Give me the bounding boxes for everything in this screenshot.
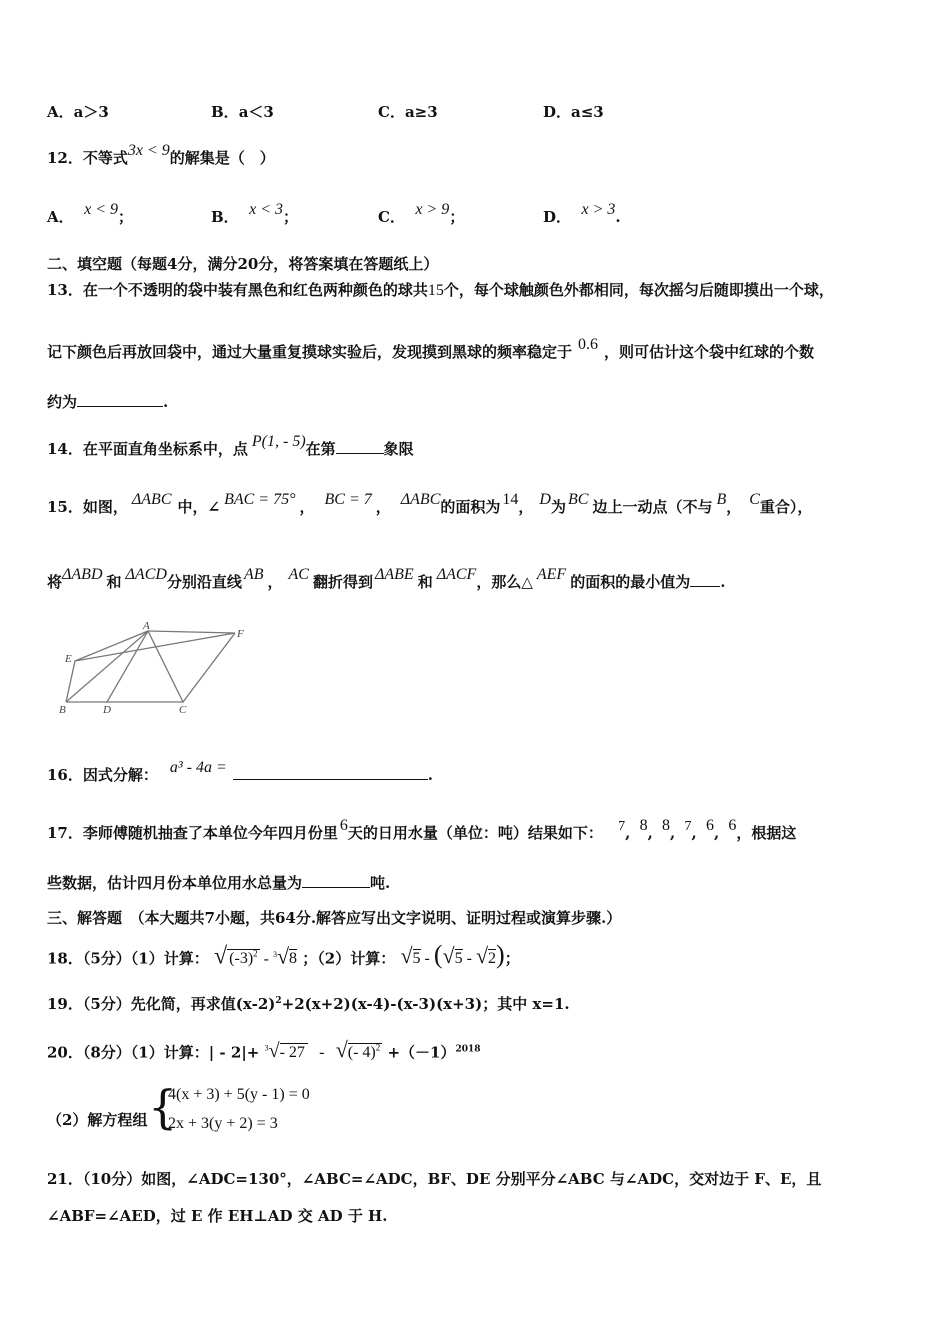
q20-sqrt: √(- 4)$^2$ — [335, 1037, 381, 1063]
q17-answer-blank[interactable] — [302, 873, 370, 888]
q20-equation-2: 2x + 3(y + 2) = 3 — [168, 1115, 278, 1132]
sqrt-symbol: √ — [213, 943, 228, 970]
q12-option-a: A． x < 9； — [47, 201, 134, 226]
q17-line1: 17．李师傅随机抽查了本单位今年四月份里 6天的日用水量（单位：吨）结果如下： 7, 8, 8, 7, 6, 6，根据这 — [47, 817, 797, 842]
q14-point: P(1, - 5) — [251, 433, 306, 450]
system-brace: { — [148, 1080, 178, 1134]
q17-value: 6 — [728, 817, 737, 834]
q18-text: 18．（5分）（1）计算： √ $(-3)^2 - ^3√8$ ；（2）计算： √5 - (√5 - √2)； — [47, 940, 520, 970]
q18-expression-1: √ $(-3)^2 - ^3√8$ — [213, 943, 298, 970]
q17-value: 6 — [705, 817, 714, 834]
q14-text: 14．在平面直角坐标系中，点 P(1, - 5)在第 象限 — [47, 433, 414, 458]
q16-text: 16．因式分解： a³ - 4a = . — [47, 759, 434, 784]
q12-inequality: 3x < 9 — [127, 142, 170, 159]
q12-option-c: C． x > 9； — [378, 201, 465, 226]
q15-line2: 将ΔABD 和 ΔACD分别沿直线 AB ， AC 翻折得到 ΔABE 和 ΔACF，那么△ AEF 的面积的最小值为 . — [47, 566, 726, 591]
q17-value: 8 — [662, 817, 671, 834]
section2-title: 二、填空题（每题4分，满分20分，将答案填在答题纸上） — [47, 255, 439, 273]
label-f: F — [237, 628, 244, 640]
q13-answer-blank[interactable] — [77, 392, 163, 407]
q17-value: 7 — [684, 819, 692, 834]
q11-option-b: B．a＜3 — [211, 103, 274, 121]
q20-equation-1: 4(x + 3) + 5(y - 1) = 0 — [168, 1086, 310, 1103]
q15-figure-lines — [66, 631, 235, 702]
q11-option-a: A．a＞3 — [47, 103, 109, 121]
q17-value: 7 — [618, 819, 626, 834]
q17-line2: 些数据，估计四月份本单位用水总量为 吨. — [47, 874, 391, 892]
q11-option-c: C．a≥3 — [378, 103, 438, 121]
q12-option-b: B． x < 3； — [211, 201, 299, 226]
label-a: A — [143, 620, 150, 632]
label-c: C — [179, 704, 187, 716]
q20-cbrt: $^3$√- 27 — [265, 1044, 308, 1061]
segment-ef — [75, 633, 235, 661]
q15-answer-blank[interactable] — [690, 572, 720, 587]
q13-line2: 记下颜色后再放回袋中，通过大量重复摸球实验后，发现摸到黑球的频率稳定于 0.6 ，则可估计这个袋中红球的个数 — [47, 336, 815, 361]
q20-part1: 20．（8分）（1）计算：| - 2|+ $^3$√- 27 - √(- $4)^2 +(-1)^{2018}$ — [47, 1037, 481, 1063]
q20-part2-label: （2）解方程组 — [47, 1111, 148, 1129]
section3-title: 三、解答题 （本大题共7小题，共64分.解答应写出文字说明、证明过程或演算步骤.） — [47, 909, 622, 927]
paren-close: ) — [496, 940, 505, 970]
q11-option-d: D．a≤3 — [543, 103, 604, 121]
q13-line3: 约为 . — [47, 393, 169, 411]
q15-line1: 15．如图， ΔABC 中，∠ BAC = 75° ， BC = 7 ， ΔABC的面积为 14， D为 BC 边上一动点（不与 B， C重合）， — [47, 491, 813, 516]
q21-line2: ∠ABF=∠AED，过 E 作 EH⊥AD 交 AD 于 H. — [47, 1207, 388, 1225]
label-e: E — [65, 653, 72, 665]
q16-answer-blank[interactable] — [233, 765, 428, 780]
q18-expression-2: √5 - (√5 - √2) — [400, 940, 505, 970]
q12-option-d: D． x > 3. — [543, 201, 621, 226]
label-b: B — [59, 704, 66, 716]
q13-line1: 13．在一个不透明的袋中装有黑色和红色两种颜色的球共15个，每个球触颜色外都相同，每次摇匀后随即摸出一个球， — [47, 281, 834, 299]
q19-text: 19．（5分）先化简，再求值$(x-2)^2+2(x+2)(x-4)-(x-3)(x+3)$；其中 x=1. — [47, 995, 570, 1013]
label-d: D — [103, 704, 111, 716]
cbrt-symbol: √ — [276, 943, 290, 969]
q14-answer-blank[interactable] — [336, 439, 384, 454]
q21-line1: 21．（10分）如图，∠ADC=130°，∠ABC=∠ADC，BF、DE 分别平分∠ABC 与∠ADC，交对边于 F、E，且 — [47, 1170, 822, 1188]
q16-expression: a³ - 4a = — [169, 759, 227, 776]
q12-stem: 12．不等式3x < 9的解集是（ ） — [47, 142, 275, 167]
paren-open: ( — [433, 940, 443, 970]
sqrt-symbol: √ — [400, 943, 413, 969]
q17-value: 8 — [639, 817, 648, 834]
q15-figure — [55, 618, 255, 718]
